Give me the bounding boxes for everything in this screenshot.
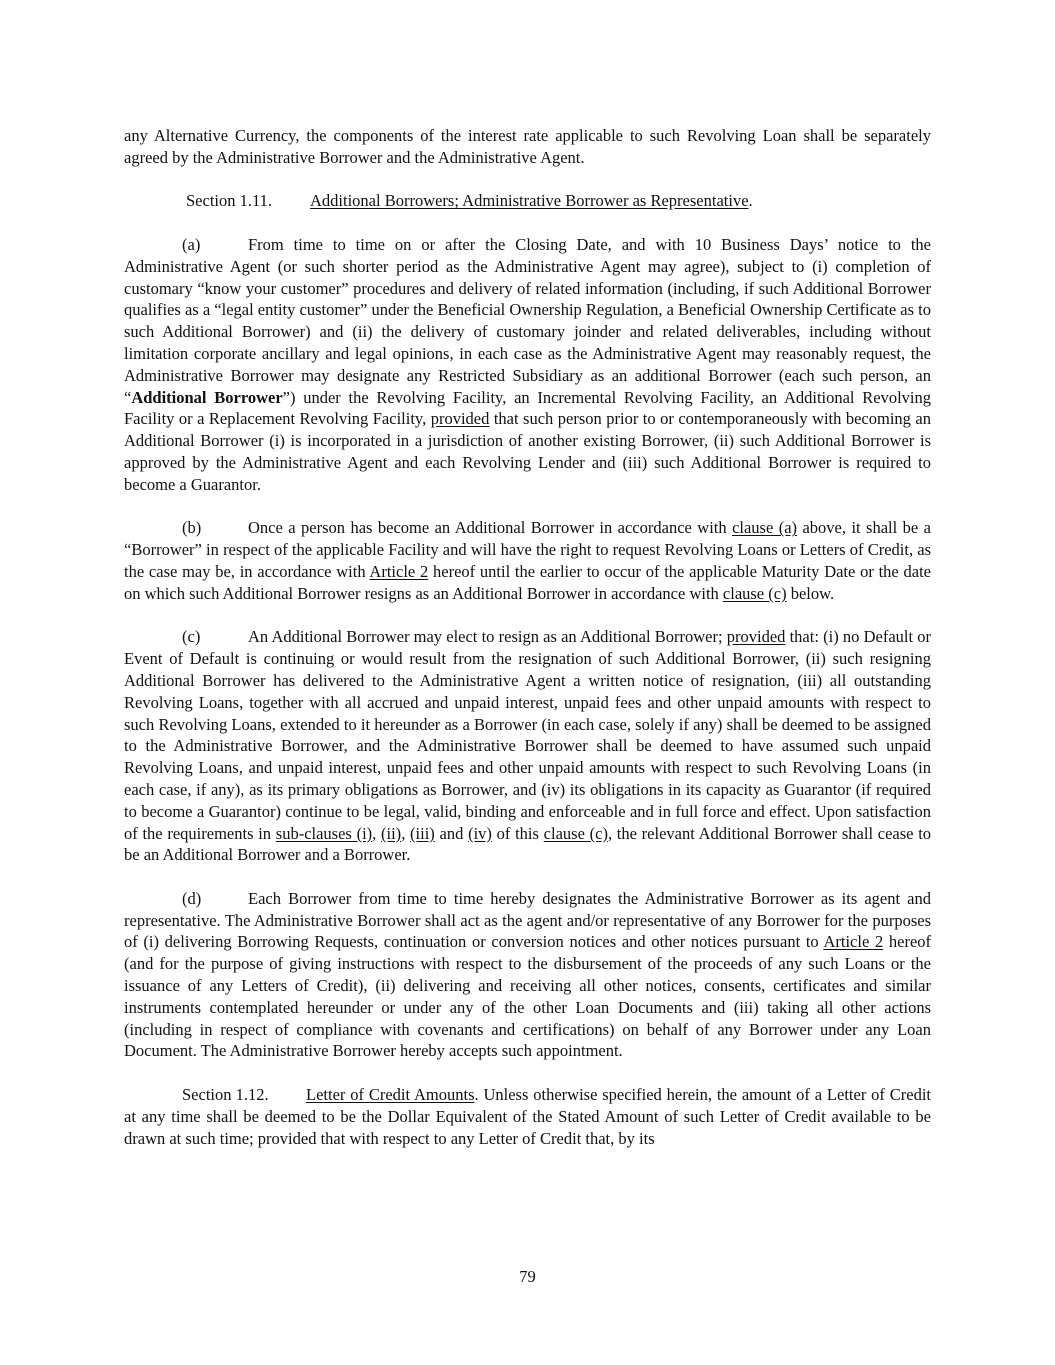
paragraph-c-separator-3: and xyxy=(434,823,469,843)
paragraph-c-label: (c) xyxy=(182,627,201,647)
paragraph-d-text-1: Each Borrower from time to time hereby designates the Administrative Borrower as its agent and representative. The Administrative Borrower shall act as the agent and/or representative of any Borrower for the purposes of (i) delivering Borrowing Requests, continuation or conversion notices and other notices pursuant to xyxy=(124,888,931,952)
cross-reference-ii: (ii) xyxy=(381,823,402,843)
section-1-12-number: Section 1.12. xyxy=(182,1085,269,1105)
paragraph-a xyxy=(124,234,931,496)
document-page xyxy=(124,125,931,1149)
paragraph-c-text-3: , the relevant Additional Borrower shall cease to be an Additional Borrower and a Borrower. xyxy=(124,823,932,865)
page-number: 79 xyxy=(519,1267,536,1286)
paragraph-a-text-2: ”) under the Revolving Facility, an Incremental Revolving Facility, an Additional Revolving Facility or a Replacement Revolving Facility, xyxy=(124,387,931,429)
cross-reference-iv: (iv) xyxy=(468,823,492,843)
cross-reference-clause-c: clause (c) xyxy=(543,823,608,843)
paragraph-a-text-1: From time to time on or after the Closing Date, and with 10 Business Days’ notice to the Administrative Agent (or such shorter period as the Administrative Agent may agree), subject to (i) completion of customary “know your customer” procedures and delivery of related information (including, if such Additional Borrower qualifies as a “legal entity customer” under the Beneficial Ownership Regulation, a Beneficial Ownership Certificate as to such Additional Borrower) and (ii) the delivery of customary joinder and related deliverables, including without limitation corporate ancillary and legal opinions, in each case as the Administrative Agent may reasonably request, the Administrative Borrower may designate any Restricted Subsidiary as an additional Borrower (each such person, an “ xyxy=(124,234,931,407)
paragraph-a-text-3: that such person prior to or contemporaneously with becoming an Additional Borrower (i) is incorporated in a jurisdiction of another existing Borrower, (ii) such Additional Borrower is approved by the Administrative Agent and each Revolving Lender and (iii) such Additional Borrower is required to become a Guarantor. xyxy=(124,409,931,494)
paragraph-c-separator-4: of this xyxy=(491,823,544,843)
paragraph-a-label: (a) xyxy=(182,234,201,254)
paragraph-c-separator-1: , xyxy=(372,823,382,843)
cross-reference-article-2: Article 2 xyxy=(823,932,884,952)
cross-reference-clause-a: clause (a) xyxy=(732,518,798,538)
cross-reference-sub-clauses-i: sub-clauses (i) xyxy=(275,823,373,843)
opening-paragraph xyxy=(124,125,931,169)
cross-reference-clause-c: clause (c) xyxy=(722,583,787,603)
section-1-11-heading xyxy=(124,190,931,212)
paragraph-a-provided: provided xyxy=(430,409,490,429)
paragraph-b xyxy=(124,517,931,604)
paragraph-c xyxy=(124,626,931,866)
section-1-12-title: Letter of Credit Amounts xyxy=(306,1085,475,1105)
paragraph-b-text-1: Once a person has become an Additional Borrower in accordance with xyxy=(248,518,733,538)
cross-reference-iii: (iii) xyxy=(410,823,435,843)
paragraph-b-text-2: above, it shall be a “Borrower” in respect of the applicable Facility and will have the right to request Revolving Loans or Letters of Credit, as the case may be, in accordance with xyxy=(124,518,931,581)
paragraph-d-label: (d) xyxy=(182,888,202,908)
paragraph-c-separator-2: , xyxy=(401,823,411,843)
paragraph-d xyxy=(124,888,931,1062)
section-1-12-text: . Unless otherwise specified herein, the amount of a Letter of Credit at any time shall be deemed to be the Dollar Equivalent of the Stated Amount of such Letter of Credit available to be drawn at such time; provided that with respect to any Letter of Credit that, by its xyxy=(124,1085,931,1148)
opening-text: any Alternative Currency, the components of the interest rate applicable to such Revolving Loan shall be separately agreed by the Administrative Borrower and the Administrative Agent. xyxy=(124,126,931,167)
defined-term-additional-borrower: Additional Borrower xyxy=(131,387,283,407)
paragraph-b-label: (b) xyxy=(182,518,202,538)
section-1-12-paragraph xyxy=(124,1084,931,1149)
section-1-11-number: Section 1.11. xyxy=(186,191,273,211)
paragraph-c-text-1: An Additional Borrower may elect to resign as an Additional Borrower; xyxy=(248,627,727,647)
paragraph-d-text-2: hereof (and for the purpose of giving instructions with respect to the disbursement of the proceeds of any such Loans or the issuance of any Letters of Credit), (ii) delivering and receiving all other notices, consents, certificates and similar instruments contemplated hereunder or under any of the other Loan Documents and (iii) taking all other actions (including in respect of compliance with covenants and certifications) on behalf of any Borrower under any Loan Document. The Administrative Borrower hereby accepts such appointment. xyxy=(124,932,932,1061)
section-1-11-end: . xyxy=(748,191,753,211)
paragraph-c-provided: provided xyxy=(726,627,786,647)
cross-reference-article-2: Article 2 xyxy=(369,561,429,581)
paragraph-c-text-2: that: (i) no Default or Event of Default is continuing or would result from the resignation of such Additional Borrower, (ii) such resigning Additional Borrower has delivered to the Administrative Agent a written notice of resignation, (iii) all outstanding Revolving Loans, together with all accrued and unpaid interest, unpaid fees and other unpaid amounts with respect to such Revolving Loans, extended to it hereunder as a Borrower (in each case, solely if any) shall be deemed to be assigned to the Administrative Borrower, and the Administrative Borrower shall be deemed to have assumed such unpaid Revolving Loans, and unpaid interest, unpaid fees and other unpaid amounts with respect to such Revolving Loans (in each case, if any), as its primary obligations as Borrower, and (iv) its obligations in its capacity as Guarantor (if required to become a Guarantor) continue to be legal, valid, binding and enforceable and in full force and effect. Upon satisfaction of the requirements in xyxy=(124,627,931,843)
paragraph-b-text-3: hereof until the earlier to occur of the applicable Maturity Date or the date on which such Additional Borrower resigns as an Additional Borrower in accordance with xyxy=(124,561,932,603)
section-1-11-title: Additional Borrowers; Administrative Borrower as Representative xyxy=(310,191,749,211)
paragraph-b-text-4: below. xyxy=(786,583,835,603)
